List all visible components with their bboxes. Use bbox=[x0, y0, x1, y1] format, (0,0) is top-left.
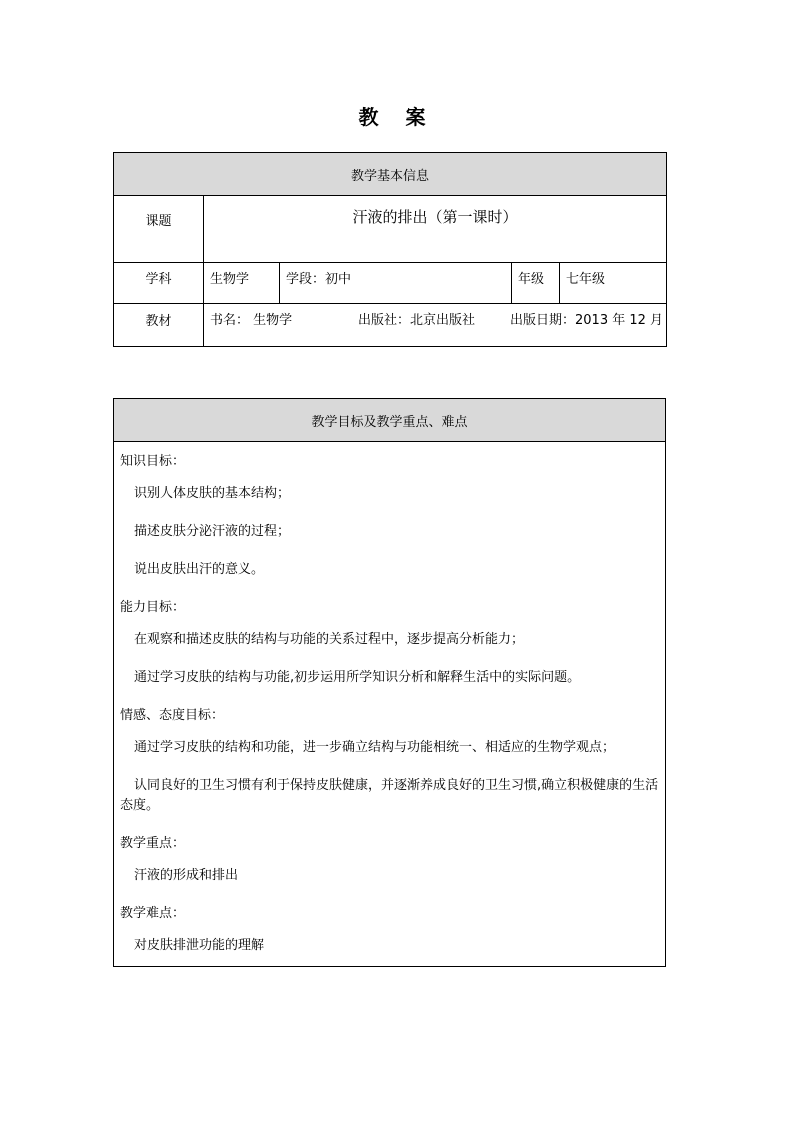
stage-value: 学段：初中 bbox=[280, 263, 512, 304]
attitude-heading: 情感、态度目标： bbox=[120, 708, 225, 723]
knowledge-heading: 知识目标： bbox=[120, 454, 186, 469]
knowledge-item: 说出皮肤出汗的意义。 bbox=[134, 562, 265, 577]
basic-info-header: 教学基本信息 bbox=[114, 153, 667, 196]
topic-label: 课题 bbox=[114, 196, 204, 263]
topic-value: 汗液的排出（第一课时） bbox=[204, 196, 667, 263]
textbook-details bbox=[204, 304, 667, 347]
ability-heading: 能力目标： bbox=[120, 600, 186, 615]
attitude-item: 认同良好的卫生习惯有利于保持皮肤健康，并逐渐养成良好的卫生习惯,确立积极健康的生活态度。 bbox=[120, 778, 659, 813]
goals-header: 教学目标及教学重点、难点 bbox=[114, 399, 666, 442]
grade-label: 年级 bbox=[512, 263, 560, 304]
goals-table bbox=[113, 398, 666, 967]
publication-date: 出版日期：2013 年 12 月 bbox=[510, 313, 664, 328]
book-name: 书名： 生物学 bbox=[210, 313, 293, 328]
ability-item: 通过学习皮肤的结构与功能,初步运用所学知识分析和解释生活中的实际问题。 bbox=[134, 670, 581, 685]
textbook-label: 教材 bbox=[114, 304, 204, 347]
publisher: 出版社：北京出版社 bbox=[358, 313, 476, 328]
difficulty-text: 对皮肤排泄功能的理解 bbox=[134, 938, 265, 953]
subject-label: 学科 bbox=[114, 263, 204, 304]
key-point-heading: 教学重点： bbox=[120, 836, 186, 851]
knowledge-item: 识别人体皮肤的基本结构； bbox=[134, 486, 291, 501]
basic-info-table bbox=[113, 152, 667, 347]
subject-value: 生物学 bbox=[204, 263, 280, 304]
knowledge-item: 描述皮肤分泌汗液的过程； bbox=[134, 524, 291, 539]
grade-value: 七年级 bbox=[560, 263, 667, 304]
goals-body bbox=[114, 442, 666, 967]
difficulty-heading: 教学难点： bbox=[120, 906, 186, 921]
ability-item: 在观察和描述皮肤的结构与功能的关系过程中，逐步提高分析能力； bbox=[134, 632, 525, 647]
page-title: 教 案 bbox=[358, 105, 436, 129]
attitude-item: 通过学习皮肤的结构和功能，进一步确立结构与功能相统一、相适应的生物学观点； bbox=[134, 740, 616, 755]
key-point-text: 汗液的形成和排出 bbox=[134, 868, 239, 883]
